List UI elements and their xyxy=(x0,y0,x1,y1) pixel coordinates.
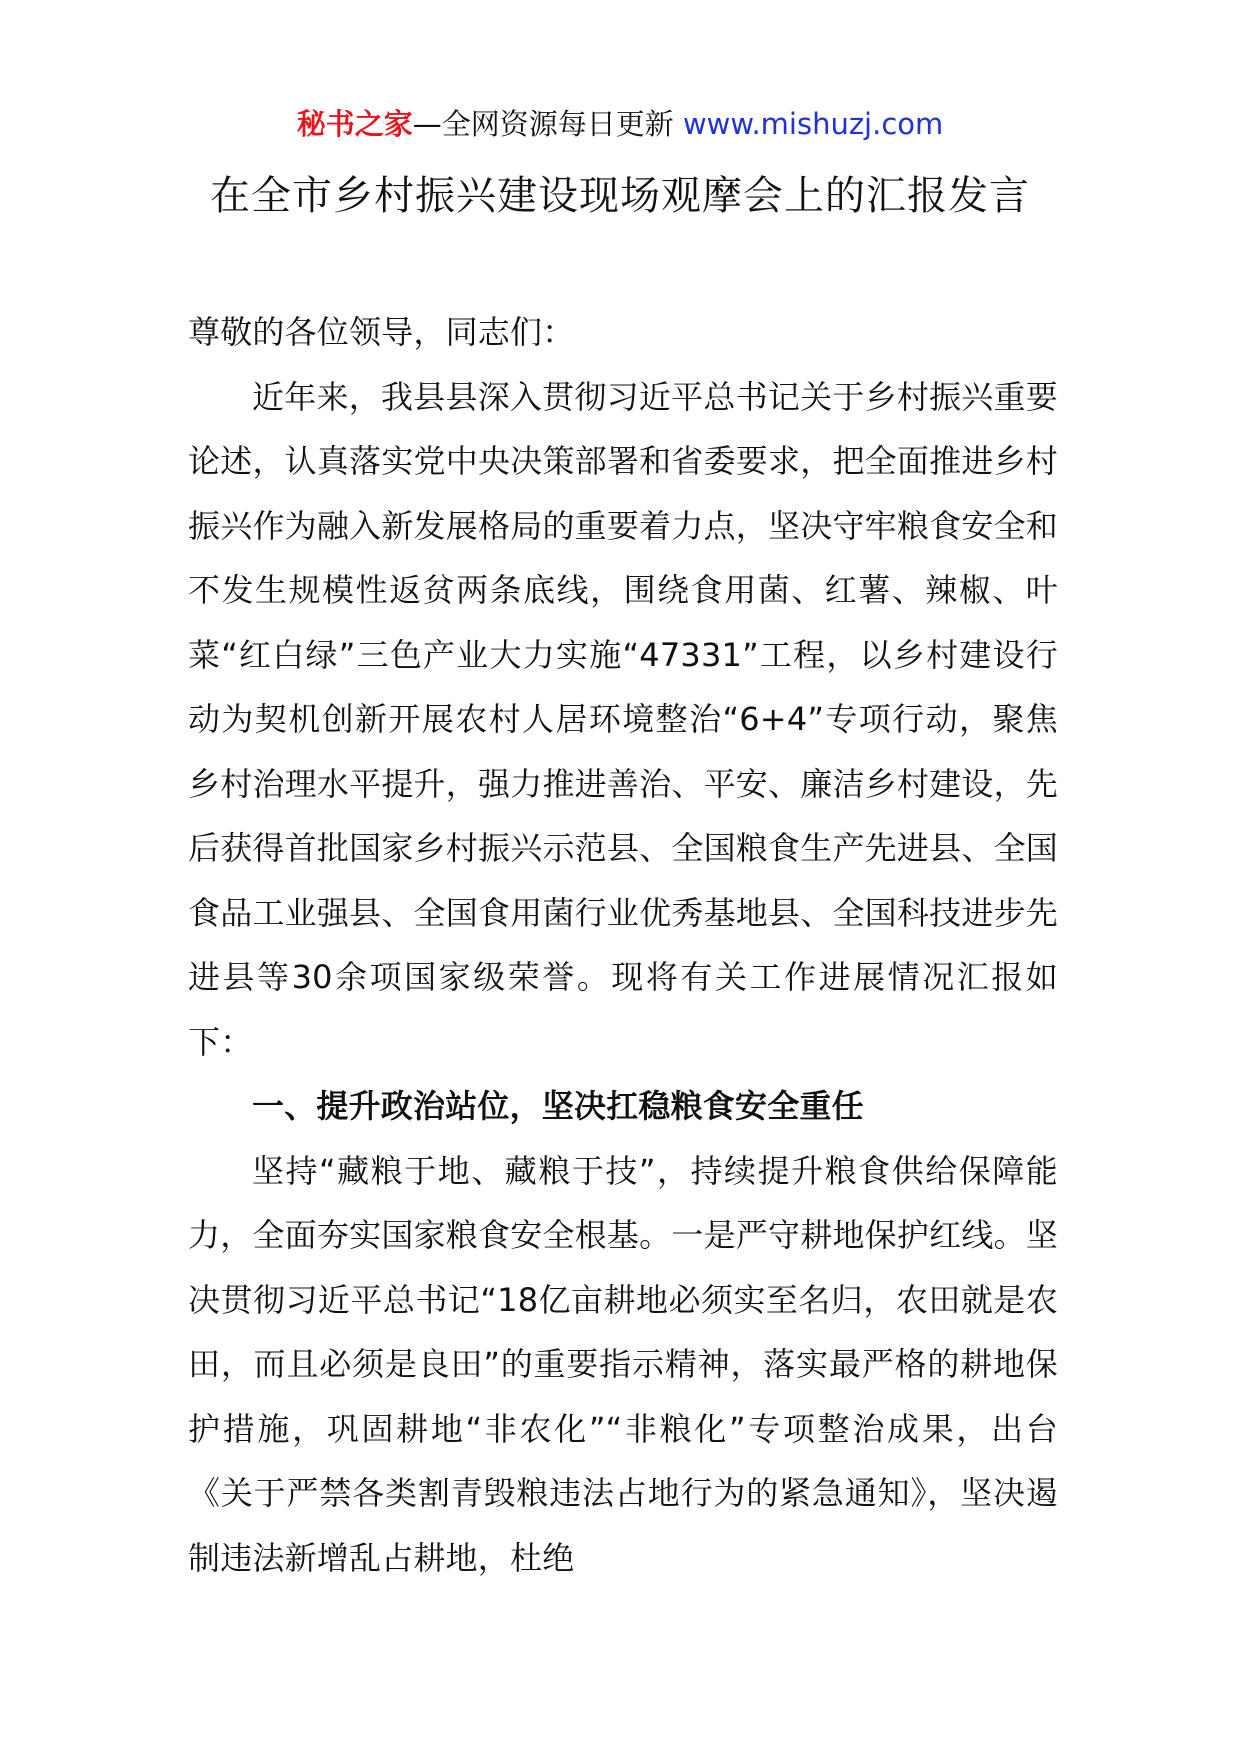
header-tagline: —全网资源每日更新 xyxy=(412,107,674,141)
document-title: 在全市乡村振兴建设现场观摩会上的汇报发言 xyxy=(210,173,1030,219)
paragraph-section-1: 坚持“藏粮于地、藏粮于技”，持续提升粮食供给保障能力，全面夯实国家粮食安全根基。一是严守耕地保护红线。坚决贯彻习近平总书记“18亿亩耕地必须实至名归，农田就是农田，而且必须是良田”的重要指示精神，落实最严格的耕地保护措施，巩固耕地“非农化”“非粮化”专项整治成果，出台《关于严禁各类割青毁粮违法占地行为的紧急通知》，坚决遏制违法新增乱占耕地，杜绝 xyxy=(188,1151,1058,1577)
paragraph-intro: 近年来，我县县深入贯彻习近平总书记关于乡村振兴重要论述，认真落实党中央决策部署和省委要求，把全面推进乡村振兴作为融入新发展格局的重要着力点，坚决守牢粮食安全和不发生规模性返贫两条底线，围绕食用菌、红薯、辣椒、叶菜“红白绿”三色产业大力实施“47331”工程，以乡村建设行动为契机创新开展农村人居环境整治“6+4”专项行动，聚焦乡村治理水平提升，强力推进善治、平安、廉洁乡村建设，先后获得首批国家乡村振兴示范县、全国粮食生产先进县、全国食品工业强县、全国食用菌行业优秀基地县、全国科技进步先进县等30余项国家级荣誉。现将有关工作进展情况汇报如下： xyxy=(188,377,1058,1061)
document-body xyxy=(188,300,1058,1590)
salutation: 尊敬的各位领导，同志们： xyxy=(188,313,575,351)
section-heading-1: 一、提升政治站位，坚决扛稳粮食安全重任 xyxy=(252,1087,864,1125)
site-url-link[interactable]: www.mishuzj.com xyxy=(682,107,944,141)
site-header xyxy=(0,104,1240,144)
brand-name: 秘书之家 xyxy=(296,107,413,141)
